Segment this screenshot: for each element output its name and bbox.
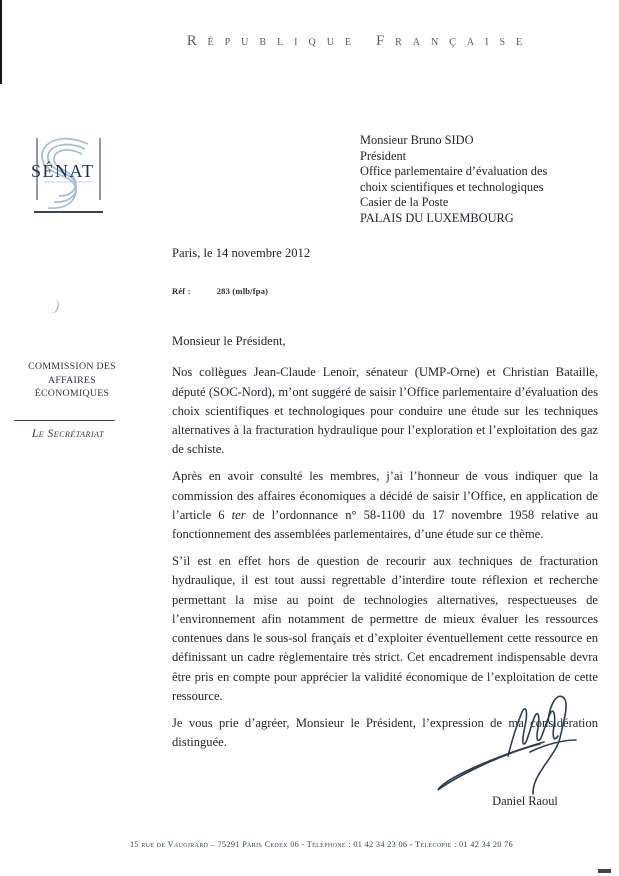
dateline: Paris, le 14 novembre 2012 — [172, 246, 311, 260]
senat-s-icon — [28, 130, 110, 222]
signer-name: Daniel Raoul — [492, 794, 558, 808]
recipient-line: Casier de la Poste — [360, 195, 449, 210]
closing-paragraph: Je vous prie d’agréer, Monsieur le Président, l’expression de ma considération distinguée. — [172, 715, 598, 750]
paragraph-2-text: Après en avoir consulté les membres, j’ai l’honneur de vous indiquer que la commission des affaires économiques a décidé de saisir l’Office, en application de l’article 6 — [172, 469, 598, 522]
scan-corner-artifact — [598, 869, 611, 873]
recipient-line: Président — [360, 148, 407, 163]
svg-text:SÉNAT: SÉNAT — [31, 161, 95, 181]
recipient-line: Office parlementaire d’évaluation des — [360, 164, 548, 179]
recipient-block — [360, 133, 547, 227]
signature-icon — [430, 690, 580, 805]
header-word-francaise: Française — [376, 33, 534, 49]
commission-line: COMMISSION DES — [28, 361, 116, 372]
recipient-line: Monsieur Bruno SIDO — [360, 133, 474, 147]
reference-value: 283 (mlb/fpa) — [216, 286, 269, 296]
sidebar-divider — [14, 420, 115, 421]
secretariat-label: Le Secrétariat — [31, 428, 105, 440]
header-word-republique: République — [186, 33, 363, 49]
recipient-line: choix scientifiques et technologiques — [360, 179, 544, 194]
commission-title — [8, 360, 136, 401]
commission-line: ÉCONOMIQUES — [34, 388, 110, 399]
paragraph-3: S’il est en effet hors de question de recourir aux techniques de fracturation hydraulique, il est tout aussi regrettable d’interdire toute réflexion et recherche permettant la mise au point de technologies alternatives, respectueuses de l’environnement afin notamment de permettre de mieux évaluer les ressources contenues dans le sous-sol français et d’exploiter éventuellement cette ressource en définissant un cadre règlementaire très strict. Cet encadrement indispensable devra être pris en compte pour apprécier la validité économique de l’exploitation de cette ressource. — [172, 553, 598, 704]
footer-address: 15 rue de Vaugirard – 75291 Paris Cedex 06 - Téléphone : 01 42 34 23 06 - Télécopie : 01 42 34 20 76 — [129, 840, 514, 849]
recipient-line: PALAIS DU LUXEMBOURG — [360, 210, 514, 225]
scan-curl-artifact: ) — [51, 297, 62, 316]
senat-logo — [28, 130, 110, 222]
paragraph-2-italic: ter — [231, 507, 246, 522]
salutation: Monsieur le Président, — [172, 334, 286, 348]
commission-line: AFFAIRES — [48, 374, 96, 386]
paragraph-2-text: de l’ordonnance n° 58-1100 du 17 novembre 1958 relative au fonctionnement des assemblées parlementaires, d’une étude sur ce thème. — [172, 507, 598, 542]
page-title — [140, 33, 580, 50]
paragraph-1: Nos collègues Jean-Claude Lenoir, sénateur (UMP-Orne) et Christian Bataille, député (SOC-Nord), m’ont suggéré de saisir l’Office parlementaire d’évaluation des choix scientifiques et technologiques pour conduire une étude sur les techniques alternatives à la fracturation hydraulique pour l’exploration et l’exploitation des gaz de schiste. — [172, 365, 598, 457]
paragraph-2 — [172, 467, 598, 544]
scan-edge-artifact — [0, 0, 2, 84]
reference-line — [172, 286, 268, 296]
reference-label: Réf : — [172, 286, 191, 296]
